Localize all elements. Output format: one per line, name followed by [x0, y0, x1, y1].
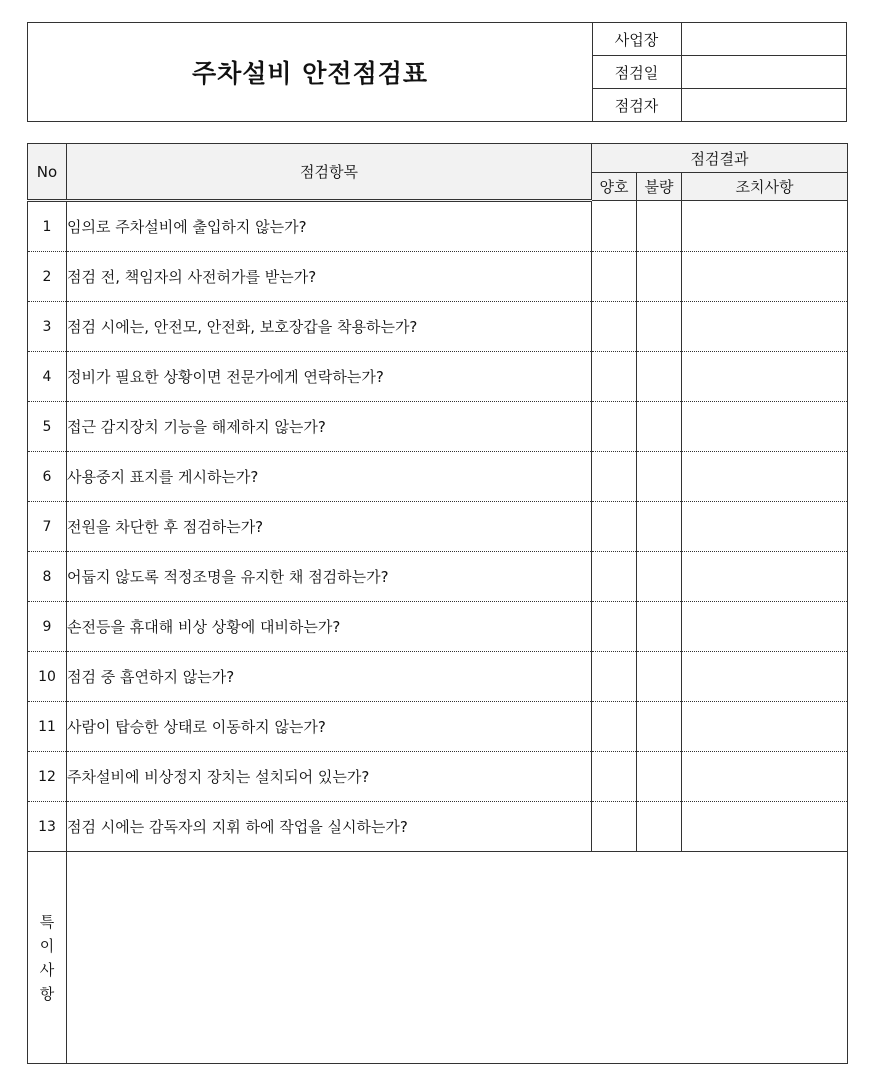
row-action-cell[interactable]: [682, 652, 848, 702]
row-question: 전원을 차단한 후 점검하는가?: [67, 502, 592, 552]
row-question: 점검 전, 책임자의 사전허가를 받는가?: [67, 252, 592, 302]
row-action-cell[interactable]: [682, 502, 848, 552]
row-number: 1: [28, 201, 67, 252]
meta-value-site[interactable]: [682, 23, 846, 55]
row-number: 3: [28, 302, 67, 352]
row-action-cell[interactable]: [682, 552, 848, 602]
row-good-cell[interactable]: [592, 302, 637, 352]
checklist-row: [28, 502, 848, 552]
meta-value-date[interactable]: [682, 56, 846, 88]
notes-content[interactable]: [67, 852, 848, 1064]
checklist-row: [28, 201, 848, 252]
row-good-cell[interactable]: [592, 201, 637, 252]
meta-label-inspector: 점검자: [592, 89, 682, 121]
row-question: 임의로 주차설비에 출입하지 않는가?: [67, 201, 592, 252]
row-action-cell[interactable]: [682, 302, 848, 352]
row-question: 어둡지 않도록 적정조명을 유지한 채 점검하는가?: [67, 552, 592, 602]
row-number: 6: [28, 452, 67, 502]
header-no: No: [28, 144, 67, 201]
row-question: 주차설비에 비상정지 장치는 설치되어 있는가?: [67, 752, 592, 802]
checklist-row: [28, 702, 848, 752]
header-box: [27, 22, 847, 122]
row-bad-cell[interactable]: [637, 452, 682, 502]
header-bad: 불량: [637, 173, 682, 201]
meta-row-date: [592, 56, 846, 89]
meta-value-inspector[interactable]: [682, 89, 846, 121]
row-bad-cell[interactable]: [637, 752, 682, 802]
checklist-row: [28, 402, 848, 452]
row-question: 사용중지 표지를 게시하는가?: [67, 452, 592, 502]
row-good-cell[interactable]: [592, 402, 637, 452]
row-bad-cell[interactable]: [637, 702, 682, 752]
row-number: 11: [28, 702, 67, 752]
row-bad-cell[interactable]: [637, 201, 682, 252]
row-bad-cell[interactable]: [637, 352, 682, 402]
row-good-cell[interactable]: [592, 752, 637, 802]
checklist-row: [28, 252, 848, 302]
checklist-row: [28, 802, 848, 852]
row-question: 접근 감지장치 기능을 해제하지 않는가?: [67, 402, 592, 452]
row-good-cell[interactable]: [592, 602, 637, 652]
row-number: 4: [28, 352, 67, 402]
row-bad-cell[interactable]: [637, 502, 682, 552]
row-number: 10: [28, 652, 67, 702]
notes-label-char: 사: [39, 960, 55, 979]
row-number: 7: [28, 502, 67, 552]
row-bad-cell[interactable]: [637, 802, 682, 852]
row-action-cell[interactable]: [682, 252, 848, 302]
row-action-cell[interactable]: [682, 201, 848, 252]
header-good: 양호: [592, 173, 637, 201]
notes-row: [28, 852, 848, 1064]
row-question: 사람이 탑승한 상태로 이동하지 않는가?: [67, 702, 592, 752]
row-bad-cell[interactable]: [637, 252, 682, 302]
row-good-cell[interactable]: [592, 702, 637, 752]
header-action: 조치사항: [682, 173, 848, 201]
row-good-cell[interactable]: [592, 352, 637, 402]
meta-row-inspector: [592, 89, 846, 121]
row-number: 12: [28, 752, 67, 802]
row-bad-cell[interactable]: [637, 402, 682, 452]
header-item: 점검항목: [67, 144, 592, 201]
row-good-cell[interactable]: [592, 252, 637, 302]
meta-label-date: 점검일: [592, 56, 682, 88]
row-action-cell[interactable]: [682, 702, 848, 752]
row-bad-cell[interactable]: [637, 552, 682, 602]
row-good-cell[interactable]: [592, 652, 637, 702]
row-good-cell[interactable]: [592, 502, 637, 552]
header-result: 점검결과: [592, 144, 848, 173]
checklist-table: [27, 143, 848, 1064]
checklist-row: [28, 552, 848, 602]
row-good-cell[interactable]: [592, 452, 637, 502]
meta-label-site: 사업장: [592, 23, 682, 55]
row-bad-cell[interactable]: [637, 602, 682, 652]
notes-label-char: 특: [39, 912, 55, 931]
row-question: 점검 시에는 감독자의 지휘 하에 작업을 실시하는가?: [67, 802, 592, 852]
checklist-row: [28, 602, 848, 652]
notes-label: [28, 852, 67, 1064]
meta-row-site: [592, 23, 846, 56]
row-number: 5: [28, 402, 67, 452]
checklist-row: [28, 352, 848, 402]
row-action-cell[interactable]: [682, 752, 848, 802]
checklist-row: [28, 302, 848, 352]
row-number: 2: [28, 252, 67, 302]
checklist-row: [28, 652, 848, 702]
row-action-cell[interactable]: [682, 602, 848, 652]
row-question: 정비가 필요한 상황이면 전문가에게 연락하는가?: [67, 352, 592, 402]
row-number: 13: [28, 802, 67, 852]
notes-label-char: 이: [39, 936, 55, 955]
notes-label-char: 항: [39, 984, 55, 1003]
checklist-row: [28, 752, 848, 802]
checklist-row: [28, 452, 848, 502]
row-bad-cell[interactable]: [637, 302, 682, 352]
row-good-cell[interactable]: [592, 802, 637, 852]
row-action-cell[interactable]: [682, 402, 848, 452]
row-question: 점검 시에는, 안전모, 안전화, 보호장갑을 착용하는가?: [67, 302, 592, 352]
row-bad-cell[interactable]: [637, 652, 682, 702]
row-action-cell[interactable]: [682, 802, 848, 852]
row-good-cell[interactable]: [592, 552, 637, 602]
document-title: 주차설비 안전점검표: [28, 23, 593, 121]
row-question: 점검 중 흡연하지 않는가?: [67, 652, 592, 702]
row-action-cell[interactable]: [682, 452, 848, 502]
row-question: 손전등을 휴대해 비상 상황에 대비하는가?: [67, 602, 592, 652]
row-number: 8: [28, 552, 67, 602]
row-number: 9: [28, 602, 67, 652]
row-action-cell[interactable]: [682, 352, 848, 402]
